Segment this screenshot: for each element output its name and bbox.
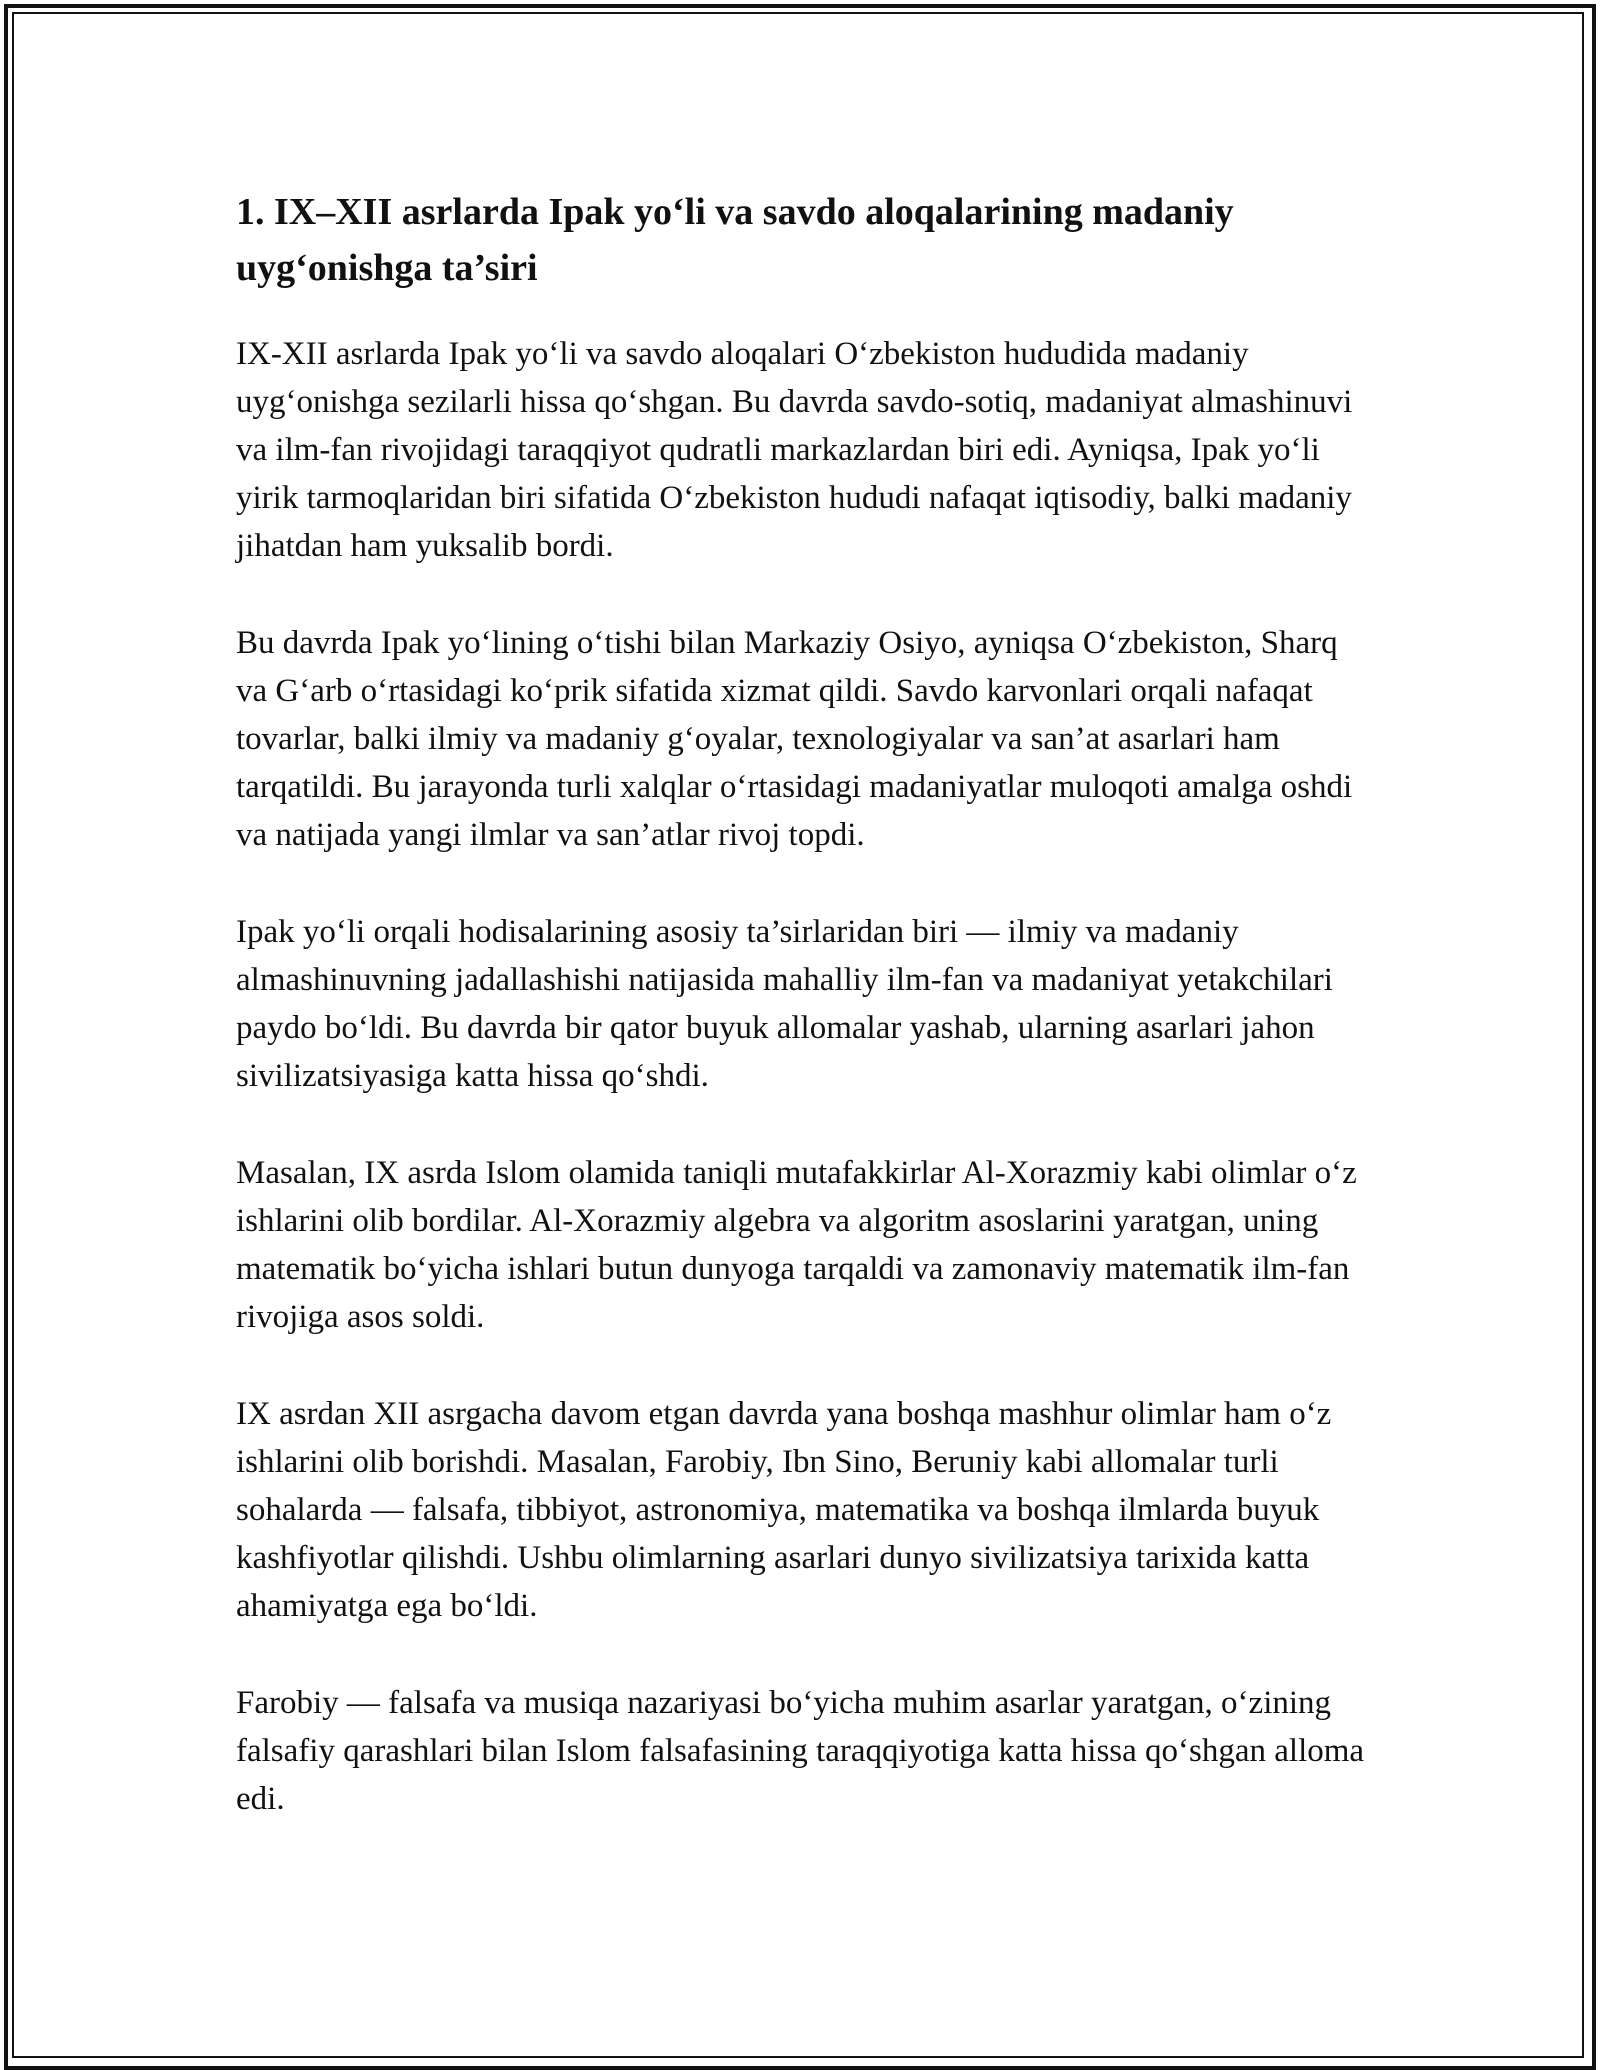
paragraph-5: IX asrdan XII asrgacha davom etgan davrda yana boshqa mashhur olimlar ham o‘z ishlarini olib borishdi. Masalan, Farobiy, Ibn Sino, Beruniy kabi allomalar turli sohalarda — falsafa, tibbiyot, astronomiya, matematika va boshqa ilmlarda buyuk kashfiyotlar qilishdi. Ushbu olimlarning asarlari dunyo sivilizatsiya tarixida katta ahamiyatga ega bo‘ldi. <box>236 1396 1332 1624</box>
paragraph-3: Ipak yo‘li orqali hodisalarining asosiy ta’sirlaridan biri — ilmiy va madaniy almashinuvning jadallashishi natijasida mahalliy ilm-fan va madaniyat yetakchilari paydo bo‘ldi. Bu davrda bir qator buyuk allomalar yashab, ularning asarlari jahon sivilizatsiyasiga katta hissa qo‘shdi. <box>236 914 1333 1094</box>
paragraph-6: Farobiy — falsafa va musiqa nazariyasi bo‘yicha muhim asarlar yaratgan, o‘zining falsafiy qarashlari bilan Islom falsafasining taraqqiyotiga katta hissa qo‘shgan alloma edi. <box>236 1685 1365 1817</box>
paragraph-4: Masalan, IX asrda Islom olamida taniqli mutafakkirlar Al-Xorazmiy kabi olimlar o‘z ishlarini olib bordilar. Al-Xorazmiy algebra va algoritm asoslarini yaratgan, uning matematik bo‘yicha ishlari butun dunyoga tarqaldi va zamonaviy matematik ilm-fan rivojiga asos soldi. <box>236 1155 1357 1335</box>
paragraph-2: Bu davrda Ipak yo‘lining o‘tishi bilan Markaziy Osiyo, ayniqsa O‘zbekiston, Sharq va G‘arb o‘rtasidagi ko‘prik sifatida xizmat qildi. Savdo karvonlari orqali nafaqat tovarlar, balki ilmiy va madaniy g‘oyalar, texnologiyalar va san’at asarlari ham tarqatildi. Bu jarayonda turli xalqlar o‘rtasidagi madaniyatlar muloqoti amalga oshdi va natijada yangi ilmlar va san’atlar rivoj topdi. <box>236 625 1353 853</box>
document-body <box>236 184 1376 1872</box>
paragraph-1: IX-XII asrlarda Ipak yo‘li va savdo aloqalari O‘zbekiston hududida madaniy uyg‘onishga sezilarli hissa qo‘shgan. Bu davrda savdo-sotiq, madaniyat almashinuvi va ilm-fan rivojidagi taraqqiyot qudratli markazlardan biri edi. Ayniqsa, Ipak yo‘li yirik tarmoqlaridan biri sifatida O‘zbekiston hududi nafaqat iqtisodiy, balki madaniy jihatdan ham yuksalib bordi. <box>236 336 1353 564</box>
section-heading: 1. IX–XII asrlarda Ipak yo‘li va savdo aloqalarining madaniy uyg‘onishga ta’siri <box>236 191 1234 289</box>
